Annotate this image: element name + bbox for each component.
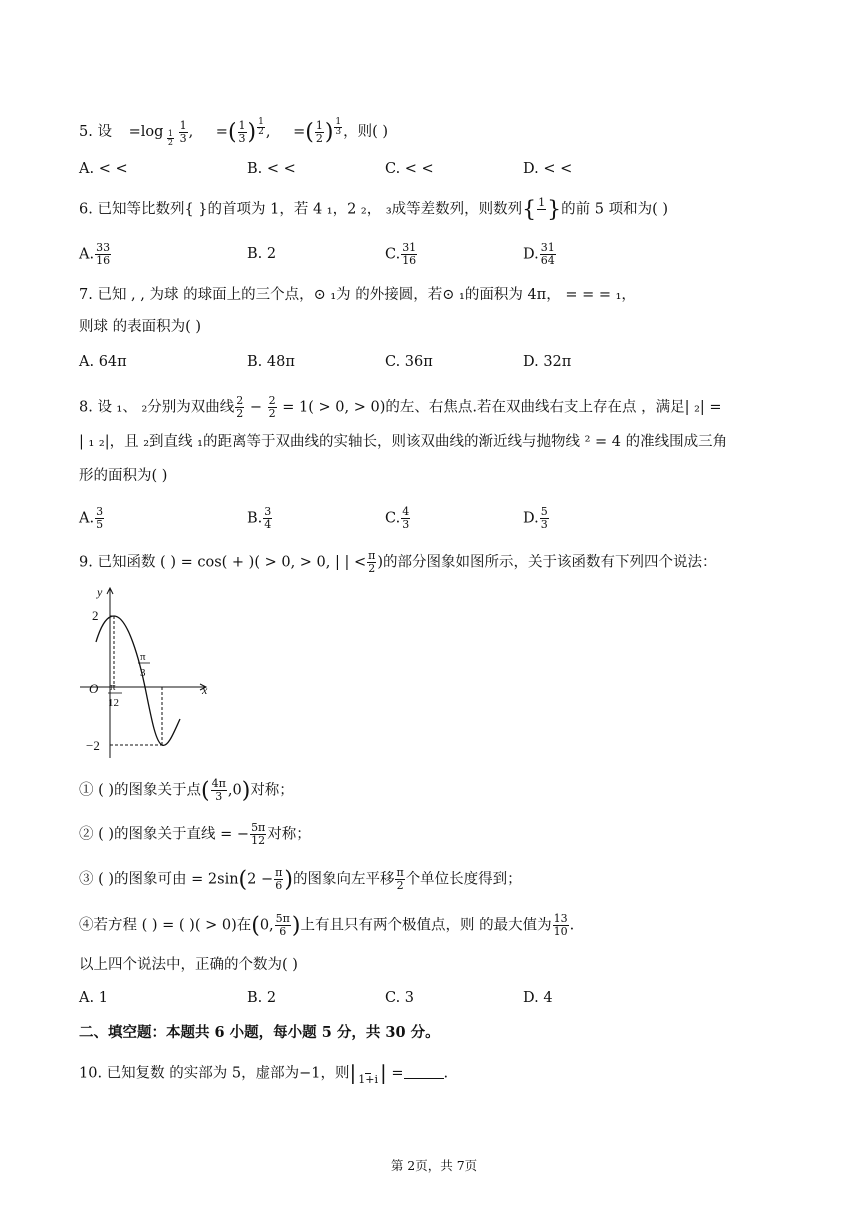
q5-option-b: B. < < [247,161,296,177]
q8-line3: 形的面积为( ) [79,468,168,484]
function-graph [76,582,216,762]
q9-option-d: D. 4 [523,990,553,1006]
tick1-num: π [110,681,116,693]
q6-option-c: C. $\frac{31}{16}$ [385,241,417,267]
sine-curve [96,616,180,745]
q6-option-b: B. 2 [247,246,277,262]
q9-option-a: A. 1 [79,990,108,1006]
origin-label: O [89,681,99,696]
q5-option-c: C. < < [385,161,434,177]
q8-line2: | ₁ ₂|，且 ₂到直线 ₁的距离等于双曲线的实轴长，则该双曲线的渐近线与抛物线 ² = 4 的准线围成三角 [79,434,728,450]
q6-option-d: D. $\frac{31}{64}$ [523,241,555,267]
q10-answer-blank[interactable] [404,1066,444,1079]
x-axis-label: x [202,683,208,697]
q9-summary: 以上四个说法中，正确的个数为( ) [79,957,298,973]
q6-stem: 6. 已知等比数列{ }的首项为 1，若 4 ₁，2 ₂， ₃成等差数列，则数列{ 1 }的前 5 项和为( ) [79,196,669,223]
q7-line2: 则球 的表面积为( ) [79,319,202,335]
q8-option-b: B. $\frac{3}{4}$ [247,505,272,531]
q9-statement-4: ④若方程 ( ) = ( )( > 0)在(0, $\frac{5\pi}{6}$ )上有且只有两个极值点，则 的最大值为 $\frac{13}{10}$ . [79,912,575,939]
q9-option-b: B. 2 [247,990,277,1006]
y-max-label: 2 [92,608,99,623]
section-2-heading: 二、填空题：本题共 6 小题，每小题 5 分，共 30 分。 [79,1024,440,1041]
q7-option-c: C. 36π [385,354,433,370]
q10-stem: 10. 已知复数 的实部为 5，虚部为−1，则| 1+i | = . [79,1060,449,1086]
q6-option-a: A. $\frac{33}{16}$ [79,241,111,267]
q8-option-c: C. $\frac{4}{3}$ [385,505,410,531]
page-footer: 第 2页，共 7页 [390,1158,478,1173]
q5-option-a: A. < < [79,161,128,177]
q9-statement-2: ② ( )的图象关于直线 = − $\frac{5\pi}{12}$ 对称； [79,821,311,847]
q9-option-c: C. 3 [385,990,415,1006]
q7-option-a: A. 64π [79,354,127,370]
tick2-num: π [140,651,146,663]
q9-statement-1: ① ( )的图象关于点( $\frac{4\pi}{3}$ ,0)对称； [79,777,294,804]
q8-line1: 8. 设 ₁、 ₂分别为双曲线 $\frac{2}{2}$ − $\frac{2}{2}$ = 1( > 0, > 0)的左、右焦点.若在双曲线右支上存在点 ，满足| ₂| = [79,394,722,420]
q5-stem: 5. 设 =log $_{\frac{1}{2}}$ $\frac{1}{3}$ , =( $\frac{1}{3}$ ) $\frac{1}{2}$ , =( $\frac{1}{2}$ ) $\frac{1}{3}$ ，则( ) [79,117,389,147]
q9-statement-3: ③ ( )的图象可由 = 2sin(2 − $\frac{\pi}{6}$ )的图象向左平移 $\frac{\pi}{2}$ 个单位长度得到； [79,866,522,893]
y-min-label: −2 [86,738,100,753]
tick1-den: 12 [108,697,119,709]
tick2-den: 3 [140,667,146,679]
q8-option-d: D. $\frac{5}{3}$ [523,505,548,531]
q5-option-d: D. < < [523,161,573,177]
q7-line1: 7. 已知 , , 为球 的球面上的三个点，⊙ ₁为 的外接圆，若⊙ ₁的面积为 4π， = = = ₁， [79,287,636,303]
q9-stem: 9. 已知函数 ( ) = cos( + )( > 0, > 0, | | < $\frac{\pi}{2}$ )的部分图象如图所示，关于该函数有下列四个说法： [79,549,717,575]
y-axis-label: y [97,585,103,599]
q7-option-b: B. 48π [247,354,295,370]
q7-option-d: D. 32π [523,354,572,370]
q8-option-a: A. $\frac{3}{5}$ [79,505,104,531]
